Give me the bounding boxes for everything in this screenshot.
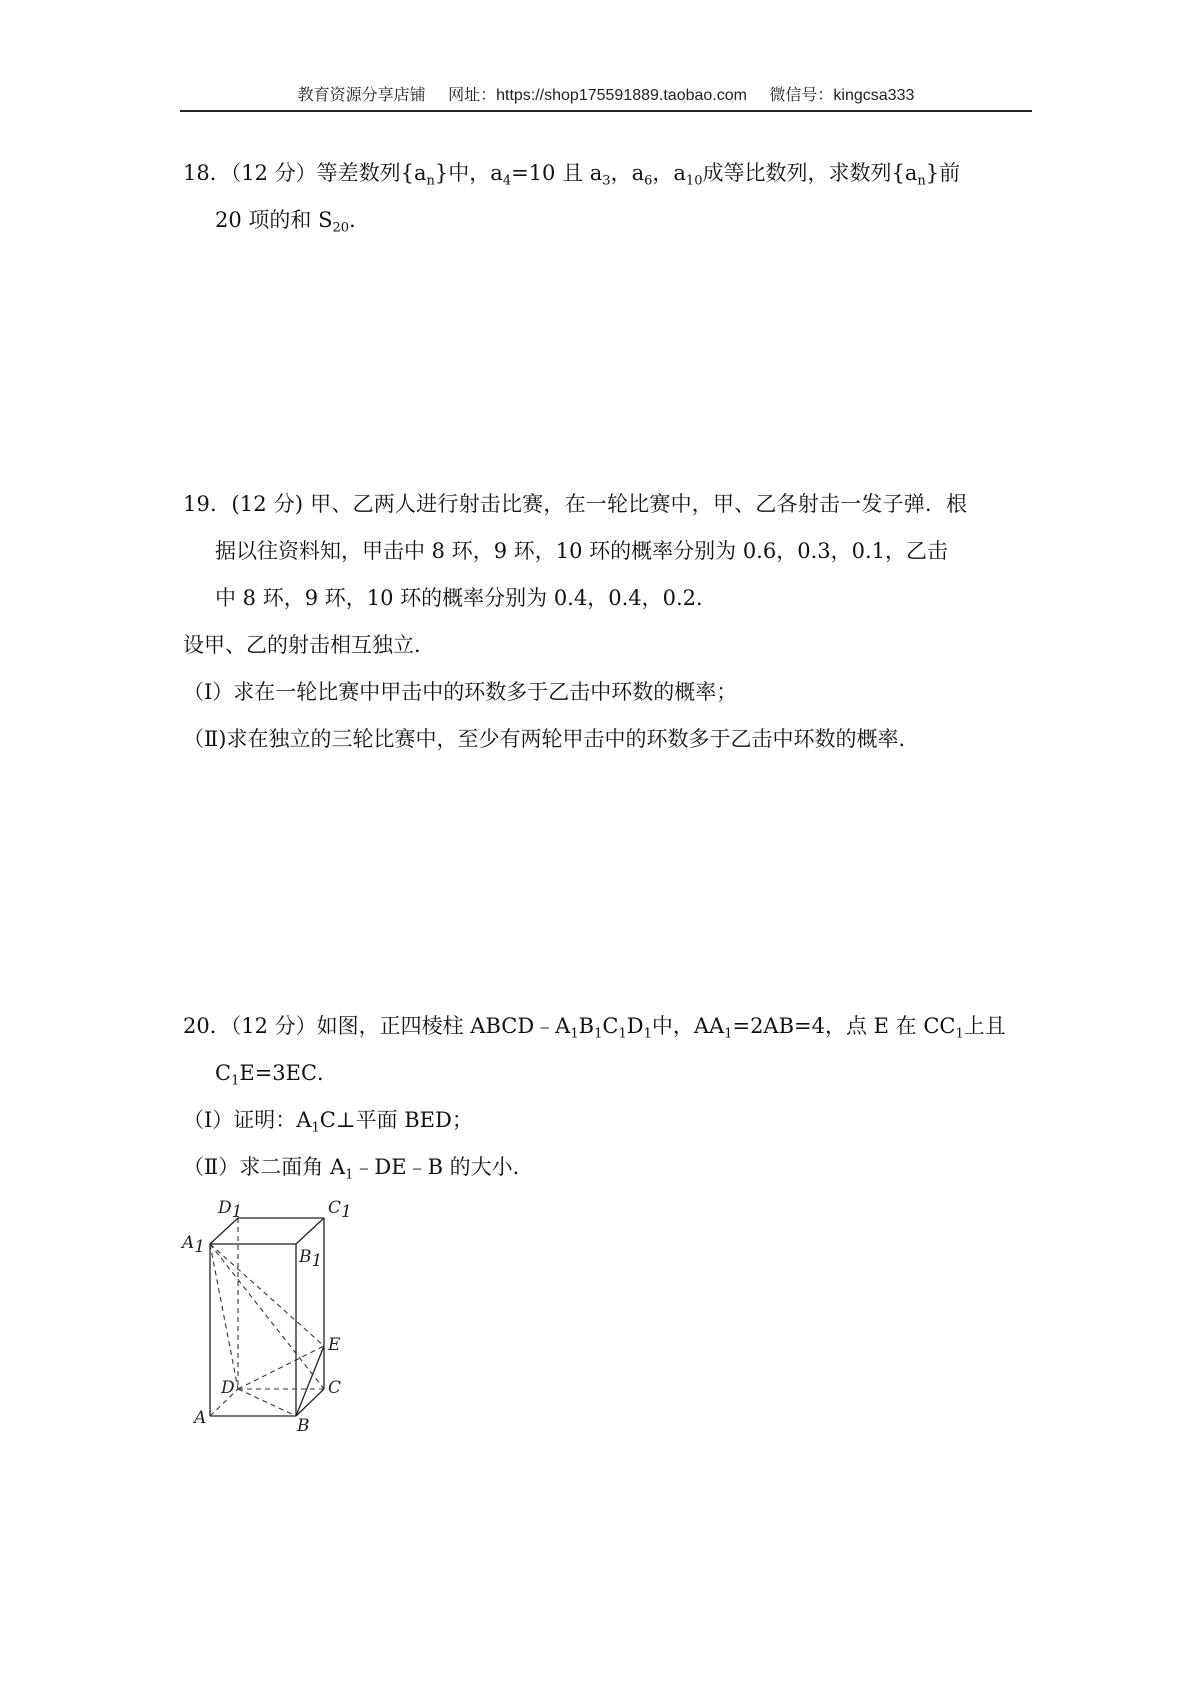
q20-text: （Ⅱ）求二面角 A	[183, 1155, 346, 1179]
q20-text: 上且	[963, 1014, 1006, 1038]
q20-sub: 1	[594, 1026, 603, 1042]
q18-sub: n	[426, 173, 435, 189]
q18-text: }前	[925, 161, 961, 185]
q19-line-1: 19．(12 分) 甲、乙两人进行射击比赛，在一轮比赛中，甲、乙各射击一发子弹．根	[183, 492, 968, 516]
q20-text: D	[626, 1014, 644, 1038]
header-site	[448, 87, 747, 104]
q20-text: =2AB=4，点 E 在 CC	[732, 1014, 956, 1038]
q18-text: }中，a	[434, 161, 503, 185]
header-divider	[180, 110, 1032, 112]
header-wechat-id: kingcsa333	[833, 87, 915, 104]
q18-line-1	[183, 159, 960, 187]
q20-text: （Ⅰ）证明：A	[183, 1108, 312, 1132]
header-shop-name: 教育资源分享店铺	[297, 87, 426, 104]
q20-text: 中，AA	[651, 1014, 725, 1038]
q18-sub: 20	[332, 220, 350, 236]
q20-text: C	[215, 1061, 232, 1085]
page-header	[182, 82, 1030, 105]
prism-figure	[178, 1196, 358, 1446]
label-A: A	[194, 1408, 207, 1428]
q18-text: ，a	[610, 161, 645, 185]
q20-sub: 1	[643, 1026, 652, 1042]
label-A1: A1	[182, 1233, 206, 1257]
q19-part-1: （Ⅰ）求在一轮比赛中甲击中的环数多于乙击中环数的概率；	[183, 680, 738, 704]
q18-number: 18．	[183, 161, 231, 185]
q20-sub: 1	[231, 1073, 240, 1089]
label-B: B	[297, 1416, 310, 1436]
q18-sub: 4	[502, 173, 512, 189]
label-B1: B1	[299, 1247, 323, 1271]
q18-text: 等差数列{a	[316, 161, 427, 185]
q18-text: =10 且 a	[511, 161, 603, 185]
header-wechat-label: 微信号：	[769, 87, 834, 104]
q19-line-4: 设甲、乙的射击相互独立．	[183, 633, 435, 657]
q18-text: 成等比数列，求数列{a	[702, 161, 918, 185]
q20-text: ﹣DE﹣B 的大小．	[353, 1155, 534, 1179]
q20-sub: 1	[345, 1167, 354, 1183]
q18-sub: 3	[602, 173, 611, 189]
q20-sub: 1	[311, 1120, 320, 1136]
q20-text: C	[602, 1014, 619, 1038]
label-D: D	[221, 1378, 235, 1398]
header-site-label: 网址：	[448, 87, 497, 104]
q20-part-2	[183, 1153, 534, 1181]
q18-text: .	[349, 208, 356, 232]
q20-text: 20．（12 分）如图，正四棱柱 ABCD﹣A	[183, 1014, 571, 1038]
q20-sub: 1	[570, 1026, 579, 1042]
q19-part-2: （Ⅱ)求在独立的三轮比赛中，至少有两轮甲击中的环数多于乙击中环数的概率．	[183, 727, 920, 751]
q19-line-3: 中 8 环，9 环，10 环的概率分别为 0.4，0.4，0.2．	[215, 586, 718, 610]
q20-part-1	[183, 1106, 473, 1134]
q20-text: E=3EC．	[239, 1061, 339, 1085]
q18-text: ，a	[652, 161, 686, 185]
q19-line-2: 据以往资料知，甲击中 8 环，9 环，10 环的概率分别为 0.6，0.3，0.1，乙击	[215, 539, 949, 563]
q20-line-1	[183, 1012, 1006, 1040]
q20-sub: 1	[955, 1026, 964, 1042]
q20-line-2	[215, 1059, 338, 1087]
q20-text: B	[578, 1014, 595, 1038]
q18-line-2	[215, 206, 356, 234]
header-site-url[interactable]: https://shop175591889.taobao.com	[496, 87, 747, 104]
label-E: E	[328, 1335, 341, 1355]
q20-text: C⊥平面 BED；	[319, 1108, 473, 1132]
q18-sub: 6	[644, 173, 653, 189]
q20-sub: 1	[618, 1026, 627, 1042]
q18-sub: n	[917, 173, 926, 189]
q18-sub: 10	[685, 173, 703, 189]
q18-score: （12 分）	[230, 161, 317, 185]
header-wechat	[769, 87, 914, 104]
label-C: C	[328, 1378, 342, 1398]
label-C1: C1	[328, 1198, 352, 1222]
label-D1: D1	[218, 1198, 243, 1222]
prism-vertex-labels	[180, 1198, 352, 1436]
q18-text: 20 项的和 S	[215, 208, 333, 232]
q20-sub: 1	[724, 1026, 733, 1042]
